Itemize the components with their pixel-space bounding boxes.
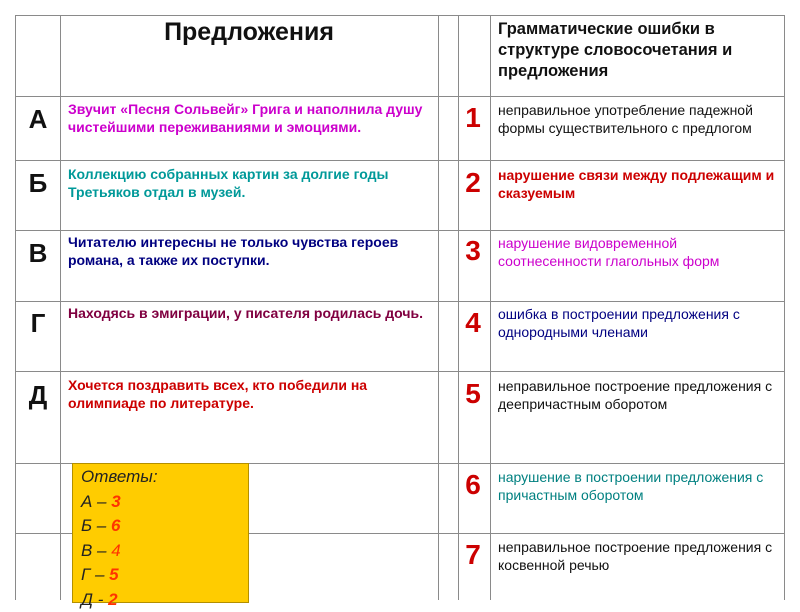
- answers-box: [72, 463, 249, 603]
- error-3: нарушение видовременной соотнесенности глагольных форм: [498, 234, 784, 270]
- error-number-2: 2: [455, 167, 491, 199]
- answer-label: Г –: [81, 565, 104, 584]
- answers-title: Ответы:: [81, 465, 248, 490]
- error-6: нарушение в построении предложения с причастным оборотом: [498, 468, 784, 504]
- answer-row-a: [81, 490, 248, 515]
- error-2: нарушение связи между подлежащим и сказуемым: [498, 166, 784, 202]
- sentence-letter-d: Д: [20, 380, 56, 411]
- answer-value: 4: [111, 541, 120, 560]
- header-sentences: Предложения: [60, 18, 438, 47]
- error-number-3: 3: [455, 235, 491, 267]
- sentence-letter-b: Б: [20, 168, 56, 199]
- answer-label: Б –: [81, 516, 106, 535]
- answer-label: Д -: [81, 590, 103, 609]
- error-7: неправильное построение предложения с косвенной речью: [498, 538, 784, 574]
- answer-row-g: [81, 563, 248, 588]
- answer-label: В –: [81, 541, 107, 560]
- header-errors: Грамматические ошибки в структуре словосочетания и предложения: [498, 19, 788, 82]
- sentence-a: Звучит «Песня Сольвейг» Грига и наполнила душу чистейшими переживаниями и эмоциями.: [68, 101, 430, 136]
- sentence-b: Коллекцию собранных картин за долгие годы Третьяков отдал в музей.: [68, 166, 430, 201]
- error-number-1: 1: [455, 102, 491, 134]
- sentence-v: Читателю интересны не только чувства героев романа, а также их поступки.: [68, 234, 430, 269]
- sentence-g: Находясь в эмиграции, у писателя родилась дочь.: [68, 305, 430, 323]
- error-5: неправильное построение предложения с деепричастным оборотом: [498, 377, 784, 413]
- answer-label: А –: [81, 492, 107, 511]
- error-1: неправильное употребление падежной формы существительного с предлогом: [498, 101, 784, 137]
- sentence-letter-a: А: [20, 104, 56, 135]
- answer-value: 3: [111, 492, 120, 511]
- error-number-5: 5: [455, 378, 491, 410]
- answer-row-b: [81, 514, 248, 539]
- answer-value: 6: [111, 516, 120, 535]
- error-number-7: 7: [455, 539, 491, 571]
- error-number-4: 4: [455, 307, 491, 339]
- error-4: ошибка в построении предложения с однородными членами: [498, 305, 784, 341]
- answer-value: 2: [108, 590, 117, 609]
- sentence-d: Хочется поздравить всех, кто победили на олимпиаде по литературе.: [68, 377, 430, 412]
- answer-value: 5: [109, 565, 118, 584]
- sentence-letter-g: Г: [20, 308, 56, 339]
- sentence-letter-v: В: [20, 238, 56, 269]
- error-number-6: 6: [455, 469, 491, 501]
- answer-row-v: [81, 539, 248, 564]
